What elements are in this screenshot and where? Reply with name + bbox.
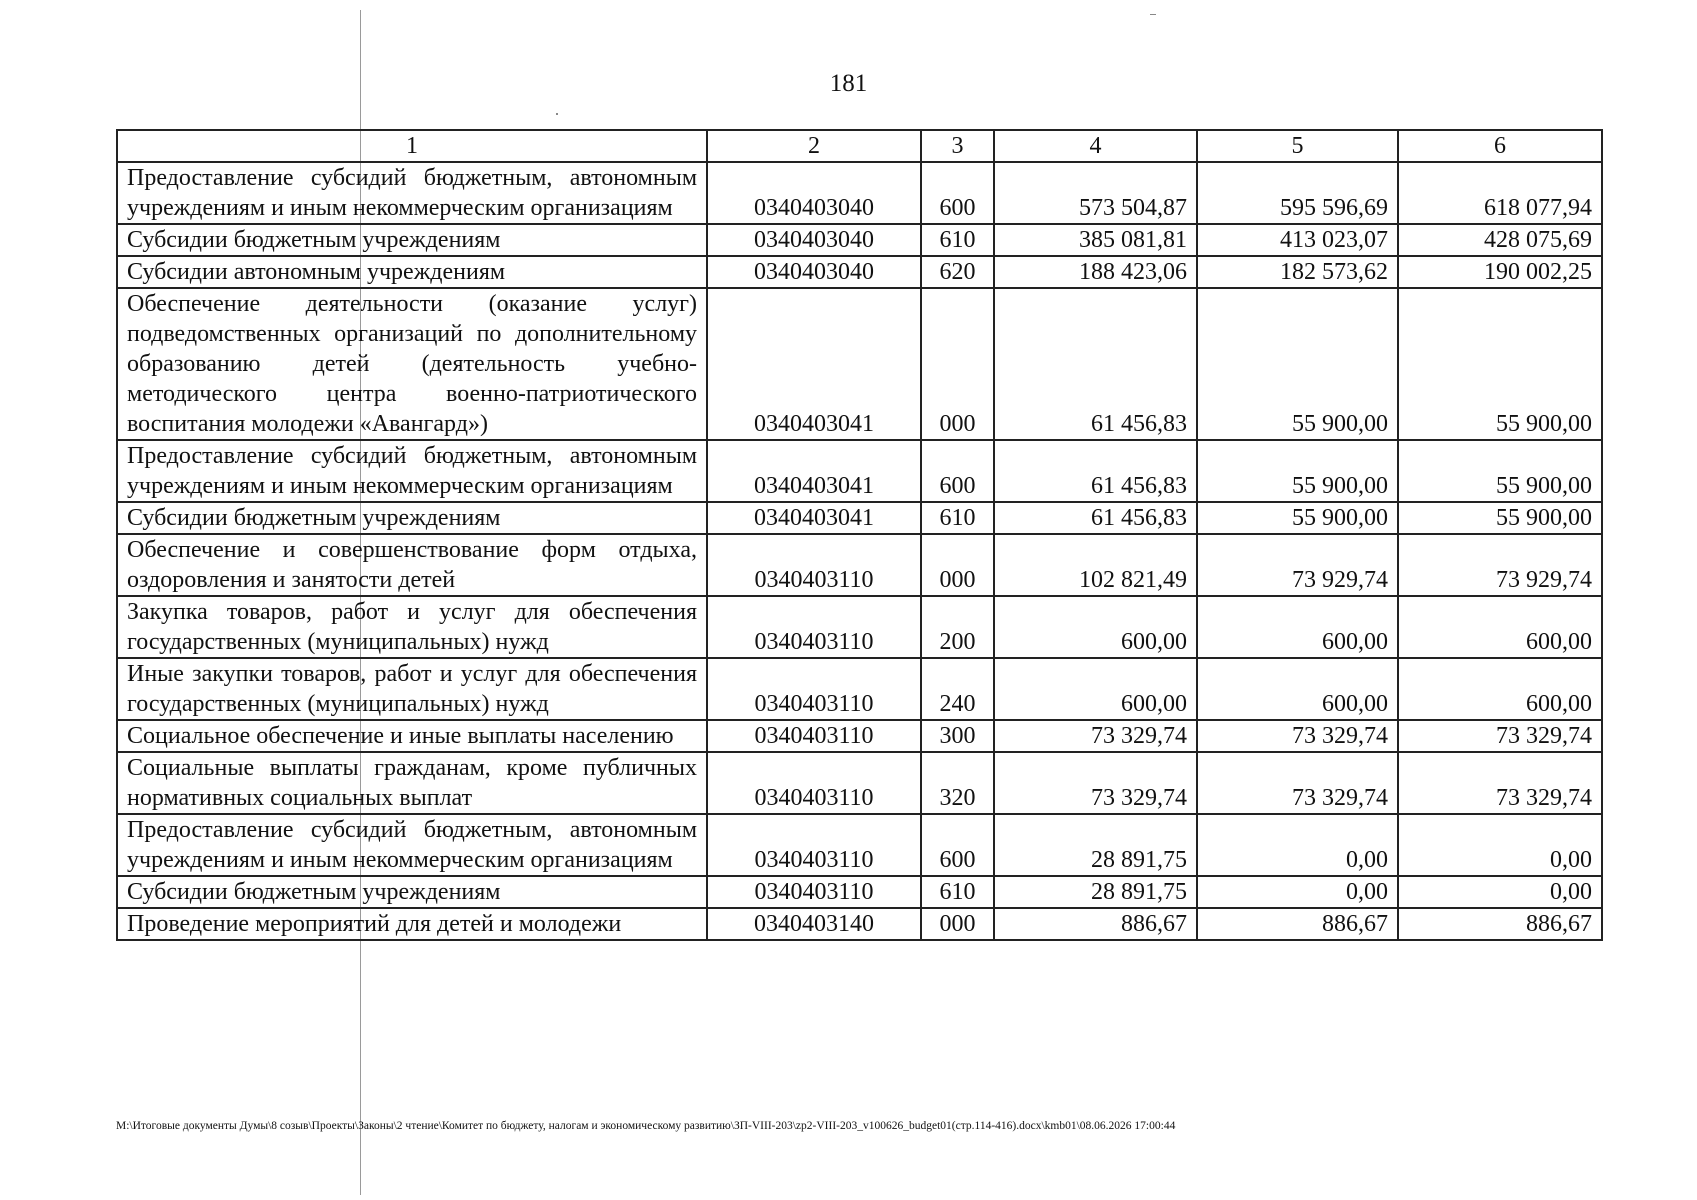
row-expense-type: 610 <box>921 224 994 256</box>
row-value-col4: 73 329,74 <box>994 720 1197 752</box>
row-value-col4: 61 456,83 <box>994 502 1197 534</box>
scan-artifact-speck <box>1150 14 1156 15</box>
row-name: Иные закупки товаров, работ и услуг для обеспечения государственных (муниципальных) нужд <box>117 658 707 720</box>
row-value-col5: 600,00 <box>1197 658 1398 720</box>
row-value-col6: 428 075,69 <box>1398 224 1602 256</box>
document-path-footer: M:\Итоговые документы Думы\8 созыв\Проекты\Законы\2 чтение\Комитет по бюджету, налогам и экономическому развитию\ЗП-VIII-203\zp2-VIII-203_v100626_budget01(стр.114-416).docx\kmb01\08.06.2026 17:00:44 <box>116 1120 1176 1132</box>
row-value-col6: 0,00 <box>1398 814 1602 876</box>
page-number: 181 <box>829 70 868 97</box>
column-header-1: 1 <box>117 130 707 162</box>
row-name: Обеспечение деятельности (оказание услуг) подведомственных организаций по дополнительному образованию детей (деятельность учебно-методического центра военно-патриотического воспитания молодежи «Авангард») <box>117 288 707 440</box>
row-value-col4: 188 423,06 <box>994 256 1197 288</box>
row-value-col6: 55 900,00 <box>1398 502 1602 534</box>
row-expense-type: 000 <box>921 534 994 596</box>
row-code: 0340403040 <box>707 224 921 256</box>
row-value-col5: 55 900,00 <box>1197 502 1398 534</box>
table-row <box>117 288 1602 440</box>
row-value-col5: 55 900,00 <box>1197 288 1398 440</box>
row-expense-type: 600 <box>921 162 994 224</box>
table-row <box>117 752 1602 814</box>
row-value-col6: 600,00 <box>1398 658 1602 720</box>
row-code: 0340403110 <box>707 534 921 596</box>
row-code: 0340403110 <box>707 752 921 814</box>
row-code: 0340403041 <box>707 502 921 534</box>
row-value-col6: 618 077,94 <box>1398 162 1602 224</box>
row-code: 0340403110 <box>707 876 921 908</box>
row-value-col6: 73 329,74 <box>1398 720 1602 752</box>
row-expense-type: 240 <box>921 658 994 720</box>
row-name: Проведение мероприятий для детей и молодежи <box>117 908 707 940</box>
row-value-col5: 595 596,69 <box>1197 162 1398 224</box>
row-value-col6: 0,00 <box>1398 876 1602 908</box>
row-expense-type: 600 <box>921 440 994 502</box>
row-code: 0340403040 <box>707 256 921 288</box>
row-name: Субсидии автономным учреждениям <box>117 256 707 288</box>
table-header-row <box>117 130 1602 162</box>
row-value-col6: 886,67 <box>1398 908 1602 940</box>
row-name: Обеспечение и совершенствование форм отдыха, оздоровления и занятости детей <box>117 534 707 596</box>
row-code: 0340403110 <box>707 596 921 658</box>
row-value-col5: 413 023,07 <box>1197 224 1398 256</box>
row-value-col6: 55 900,00 <box>1398 440 1602 502</box>
table-row <box>117 876 1602 908</box>
row-value-col4: 73 329,74 <box>994 752 1197 814</box>
row-value-col5: 73 929,74 <box>1197 534 1398 596</box>
row-value-col4: 61 456,83 <box>994 288 1197 440</box>
table-row <box>117 440 1602 502</box>
column-header-6: 6 <box>1398 130 1602 162</box>
table-row <box>117 596 1602 658</box>
row-code: 0340403110 <box>707 720 921 752</box>
row-name: Субсидии бюджетным учреждениям <box>117 502 707 534</box>
table-row <box>117 502 1602 534</box>
row-code: 0340403110 <box>707 658 921 720</box>
row-value-col4: 28 891,75 <box>994 814 1197 876</box>
row-expense-type: 610 <box>921 502 994 534</box>
row-value-col4: 573 504,87 <box>994 162 1197 224</box>
row-name: Закупка товаров, работ и услуг для обеспечения государственных (муниципальных) нужд <box>117 596 707 658</box>
row-name: Предоставление субсидий бюджетным, автономным учреждениям и иным некоммерческим организациям <box>117 814 707 876</box>
column-header-5: 5 <box>1197 130 1398 162</box>
row-value-col4: 385 081,81 <box>994 224 1197 256</box>
row-value-col5: 886,67 <box>1197 908 1398 940</box>
row-value-col5: 600,00 <box>1197 596 1398 658</box>
row-value-col6: 73 929,74 <box>1398 534 1602 596</box>
table-row <box>117 224 1602 256</box>
row-value-col4: 886,67 <box>994 908 1197 940</box>
row-code: 0340403040 <box>707 162 921 224</box>
row-code: 0340403041 <box>707 288 921 440</box>
row-name: Социальное обеспечение и иные выплаты населению <box>117 720 707 752</box>
table-row <box>117 162 1602 224</box>
row-code: 0340403110 <box>707 814 921 876</box>
row-name: Предоставление субсидий бюджетным, автономным учреждениям и иным некоммерческим организациям <box>117 162 707 224</box>
row-value-col5: 0,00 <box>1197 876 1398 908</box>
row-expense-type: 620 <box>921 256 994 288</box>
row-expense-type: 320 <box>921 752 994 814</box>
row-expense-type: 000 <box>921 288 994 440</box>
row-value-col5: 0,00 <box>1197 814 1398 876</box>
row-value-col4: 600,00 <box>994 596 1197 658</box>
row-name: Предоставление субсидий бюджетным, автономным учреждениям и иным некоммерческим организациям <box>117 440 707 502</box>
budget-table <box>116 129 1603 941</box>
row-expense-type: 200 <box>921 596 994 658</box>
row-name: Субсидии бюджетным учреждениям <box>117 876 707 908</box>
row-value-col4: 61 456,83 <box>994 440 1197 502</box>
table-row <box>117 658 1602 720</box>
row-value-col6: 600,00 <box>1398 596 1602 658</box>
table-row <box>117 814 1602 876</box>
row-value-col4: 28 891,75 <box>994 876 1197 908</box>
table-row <box>117 534 1602 596</box>
row-value-col5: 182 573,62 <box>1197 256 1398 288</box>
row-value-col5: 55 900,00 <box>1197 440 1398 502</box>
row-name: Социальные выплаты гражданам, кроме публичных нормативных социальных выплат <box>117 752 707 814</box>
column-header-4: 4 <box>994 130 1197 162</box>
row-value-col4: 102 821,49 <box>994 534 1197 596</box>
column-header-3: 3 <box>921 130 994 162</box>
table-row <box>117 908 1602 940</box>
row-expense-type: 300 <box>921 720 994 752</box>
row-value-col6: 55 900,00 <box>1398 288 1602 440</box>
row-expense-type: 610 <box>921 876 994 908</box>
row-value-col4: 600,00 <box>994 658 1197 720</box>
row-expense-type: 000 <box>921 908 994 940</box>
scan-artifact-dot <box>556 113 558 115</box>
row-code: 0340403140 <box>707 908 921 940</box>
row-name: Субсидии бюджетным учреждениям <box>117 224 707 256</box>
row-value-col6: 190 002,25 <box>1398 256 1602 288</box>
row-expense-type: 600 <box>921 814 994 876</box>
table-row <box>117 720 1602 752</box>
column-header-2: 2 <box>707 130 921 162</box>
row-value-col5: 73 329,74 <box>1197 720 1398 752</box>
row-value-col6: 73 329,74 <box>1398 752 1602 814</box>
table-row <box>117 256 1602 288</box>
row-value-col5: 73 329,74 <box>1197 752 1398 814</box>
row-code: 0340403041 <box>707 440 921 502</box>
